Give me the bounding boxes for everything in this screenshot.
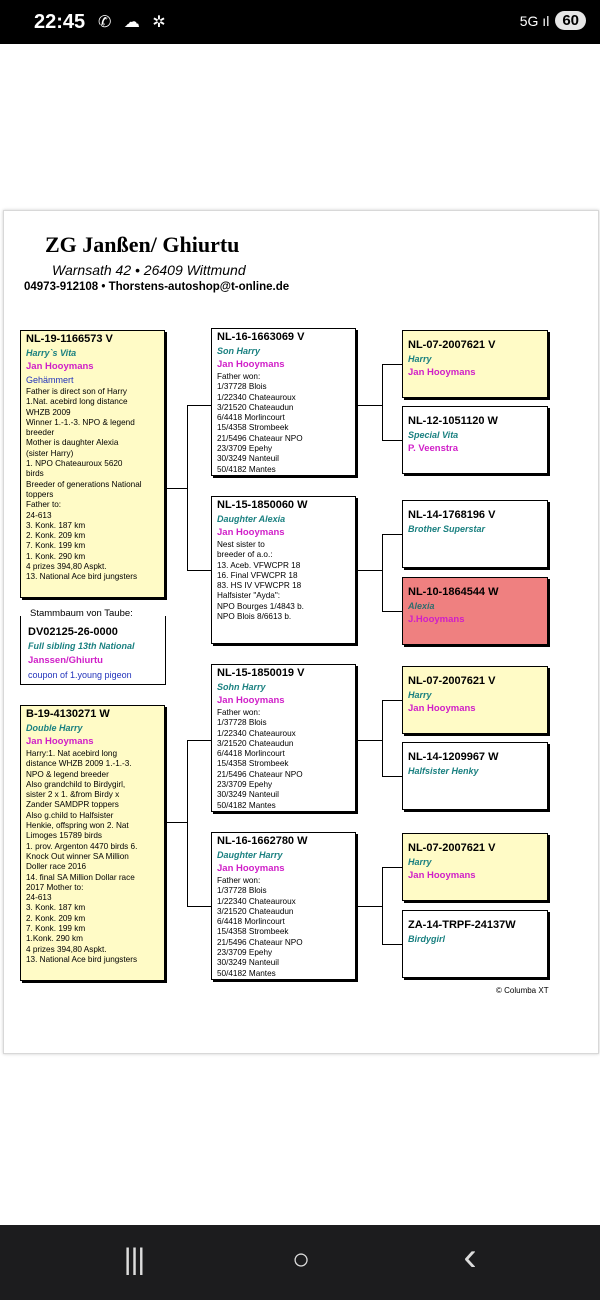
note-line: 14. final SA Million Dollar race [26,872,135,882]
note-line: (sister Harry) [26,448,74,458]
note-line: 23/3709 Epehy [217,444,273,454]
note-line: 15/4358 Strombeek [217,759,289,769]
ring-number: NL-16-1663069 V [217,331,305,343]
owner: Jan Hooymans [26,736,94,747]
connector-line [187,570,211,571]
note-line: 1. NPO Chateauroux 5620 [26,459,123,469]
pigeon-name: Son Harry [217,346,261,356]
note-line: breeder [26,428,55,438]
connector-line [165,488,187,489]
connector-line [382,776,402,777]
status-right [520,11,586,30]
connector-line [187,405,188,571]
stammbaum-note: Full sibling 13th National [28,641,135,651]
connector-line [382,440,402,441]
home-button[interactable]: ○ [291,1243,311,1276]
note-line: 21/5496 Chateaur NPO [217,433,303,443]
pigeon-name: Harry [408,690,432,700]
connector-line [356,740,382,741]
owner: Jan Hooymans [408,703,476,714]
status-time: 22:45 [34,11,86,33]
ring-number: NL-14-1768196 V [408,509,496,521]
ring-number: NL-10-1864544 W [408,586,499,598]
note-line: 13. National Ace bird jungsters [26,954,138,964]
connector-line [187,405,211,406]
note-line: Limoges 15789 birds [26,831,103,841]
connector-line [356,405,382,406]
ring-number: NL-07-2007621 V [408,675,496,687]
status-bar [0,0,600,44]
note-line: Henkie, offspring won 2. Nat [26,821,129,831]
note-line: 83. HS IV VFWCPR 18 [217,581,302,591]
ring-number: ZA-14-TRPF-24137W [408,919,516,931]
note-line: 24-613 [26,510,52,520]
pigeon-name: Brother Superstar [408,524,486,534]
note-line: Father won: [217,876,261,885]
grandparent-card [402,910,548,978]
notes [217,876,350,979]
note-line: 4 prizes 394,80 Aspkt. [26,562,107,572]
note-line: Also grandchild to Birdygirl, [26,779,126,789]
ring-number: NL-14-1209967 W [408,751,499,763]
grandparent-card [402,742,548,810]
note-line: Father won: [217,372,261,381]
connector-line [382,364,402,365]
stammbaum-owner: Janssen/Ghiurtu [28,655,103,666]
note-line: Zander SAMDPR toppers [26,800,119,810]
note-line: 3/21520 Chateaudun [217,402,294,412]
connector-line [382,700,402,701]
grandparent-card [402,833,548,901]
parent-card [211,832,356,980]
signal-icon: 5G ıl [519,12,550,29]
second-subject-card [20,705,165,981]
note-line: 1/22340 Chateauroux [217,896,296,906]
notes [26,749,159,965]
connector-line [356,906,382,907]
note-line: 2. Konk. 209 km [26,913,86,923]
pigeon-name: Harry`s Vita [26,348,77,358]
note-line: sister 2 x 1. &from Birdy x [26,790,120,800]
note-line: 4 prizes 394,80 Aspkt. [26,944,107,954]
note-line: 3/21520 Chateaudun [217,738,294,748]
notes [26,387,159,583]
note-line: 23/3709 Epehy [217,780,273,790]
note-line: 7. Konk. 199 km [26,541,86,551]
note-line: Knock Out winner SA Million [26,851,129,861]
note-line: 24-613 [26,893,52,903]
connector-line [187,906,211,907]
note-line: 6/4418 Morlincourt [217,413,285,423]
note-line: 1.Konk. 290 km [26,934,83,944]
address: Warnsath 42 • 26409 Wittmund [52,262,246,278]
owner: Jan Hooymans [26,361,94,372]
grandparent-card [402,666,548,734]
owner: P. Veenstra [408,443,459,454]
pigeon-name: Harry [408,354,432,364]
ring-number: B-19-4130271 W [26,708,110,720]
note-line: 1/37728 Blois [217,382,267,392]
parent-card [211,328,356,476]
note-line: Mother is daughter Alexia [26,438,119,448]
ring-number: NL-07-2007621 V [408,339,496,351]
owner: J.Hooymans [408,614,465,625]
owner: Jan Hooymans [217,695,285,706]
grandparent-card [402,500,548,568]
note-line: 15/4358 Strombeek [217,927,289,937]
owner: Jan Hooymans [217,527,285,538]
note-line: 1/22340 Chateauroux [217,392,296,402]
note-line: Harry:1. Nat acebird long [26,749,118,758]
pigeon-name: Birdygirl [408,934,446,944]
connector-line [382,611,402,612]
pigeon-name: Daughter Harry [217,850,283,860]
note-line: 2. Konk. 209 km [26,531,86,541]
connector-line [382,534,383,612]
ring-number: NL-19-1166573 V [26,333,113,345]
connector-line [382,364,383,441]
notes [217,708,350,811]
connector-line [382,944,402,945]
connector-line [382,534,402,535]
note-line: 30/3249 Nanteuil [217,790,279,800]
note-line: 1/37728 Blois [217,718,267,728]
ring-number: NL-12-1051120 W [408,415,498,427]
pigeon-name: Special Vita [408,430,459,440]
owner: Jan Hooymans [408,367,476,378]
ring-number: NL-15-1850019 V [217,667,305,679]
owner: Jan Hooymans [217,863,285,874]
note-line: 50/4182 Mantes [217,464,276,474]
owner: Jan Hooymans [217,359,285,370]
page-title: ZG Janßen/ Ghiurtu [45,232,240,257]
connector-line [382,700,383,777]
pigeon-name: Halfsister Henky [408,766,479,776]
note-line: Father is direct son of Harry [26,387,128,396]
note-line: Winner 1.-1.-3. NPO & legend [26,417,135,427]
note-line: 3. Konk. 187 km [26,903,86,913]
recents-button[interactable]: ||| [123,1243,145,1276]
note-line: NPO Blois 8/6613 b. [217,612,292,622]
pigeon-name: Daughter Alexia [217,514,286,524]
subject-card [20,330,165,598]
note-line: Doller race 2016 [26,862,87,872]
note-line: 3. Konk. 187 km [26,520,86,530]
notes [217,540,350,622]
note-line: NPO & legend breeder [26,769,109,779]
pigeon-color: Gehämmert [26,375,74,385]
notification-icons: ✆ ☁ ✲ [98,14,170,31]
note-line: breeder of a.o.: [217,550,273,560]
connector-line [382,867,383,945]
note-line: 6/4418 Morlincourt [217,749,285,759]
ring-number: NL-15-1850060 W [217,499,308,511]
grandparent-card [402,406,548,474]
connector-line [382,867,402,868]
note-line: Nest sister to [217,540,265,549]
pigeon-name: Double Harry [26,723,83,733]
stammbaum-panel [20,608,166,686]
note-line: 21/5496 Chateaur NPO [217,937,303,947]
note-line: 50/4182 Mantes [217,968,276,978]
pigeon-name: Alexia [408,601,435,611]
ring-number: NL-16-1662780 W [217,835,308,847]
note-line: 1/22340 Chateauroux [217,728,296,738]
contact: 04973-912108 • Thorstens-autoshop@t-online.de [24,281,290,293]
notes [217,372,350,475]
note-line: NPO Bourges 1/4843 b. [217,601,304,611]
note-line: 1. Konk. 290 km [26,551,86,561]
note-line: distance WHZB 2009 1.-1.-3. [26,759,132,769]
back-button[interactable]: ‹ [463,1235,477,1279]
pigeon-name: Harry [408,857,432,867]
stammbaum-ring: DV02125-26-0000 [28,626,118,638]
copyright: © Columba XT [496,986,549,995]
note-line: 7. Konk. 199 km [26,924,86,934]
battery-icon: 60 [555,11,586,30]
connector-line [356,570,382,571]
note-line: 13. National Ace bird jungsters [26,572,138,582]
note-line: 16. Final VFWCPR 18 [217,570,298,580]
note-line: 21/5496 Chateaur NPO [217,769,303,779]
stammbaum-coupon: coupon of 1.young pigeon [28,670,132,680]
connector-line [187,740,188,906]
note-line: Father to: [26,500,62,510]
note-line: 23/3709 Epehy [217,948,273,958]
note-line: 13. Aceb. VFWCPR 18 [217,560,301,570]
pigeon-name: Sohn Harry [217,682,266,692]
connector-line [187,740,211,741]
note-line: 1/37728 Blois [217,886,267,896]
stammbaum-label: Stammbaum von Taube: [30,608,133,619]
owner: Jan Hooymans [408,870,476,881]
note-line: toppers [26,489,54,499]
note-line: Also g.child to Halfsister [26,810,114,820]
note-line: 1.Nat. acebird long distance [26,397,128,407]
note-line: 3/21520 Chateaudun [217,906,294,916]
parent-card [211,496,356,644]
note-line: 1. prov. Argenton 4470 birds 6. [26,841,138,851]
note-line: 50/4182 Mantes [217,800,276,810]
grandparent-card [402,577,548,645]
navigation-bar [0,1225,600,1300]
note-line: 6/4418 Morlincourt [217,917,285,927]
parent-card [211,664,356,812]
note-line: Father won: [217,708,261,717]
connector-line [165,822,187,823]
note-line: Halfsister "Ayda": [217,591,280,601]
grandparent-card [402,330,548,398]
note-line: 30/3249 Nanteuil [217,958,279,968]
note-line: 15/4358 Strombeek [217,423,289,433]
note-line: Breeder of generations National [26,479,142,489]
note-line: birds [26,469,44,479]
ring-number: NL-07-2007621 V [408,842,496,854]
note-line: WHZB 2009 [26,407,71,417]
note-line: 2017 Mother to: [26,882,84,892]
note-line: 30/3249 Nanteuil [217,454,279,464]
